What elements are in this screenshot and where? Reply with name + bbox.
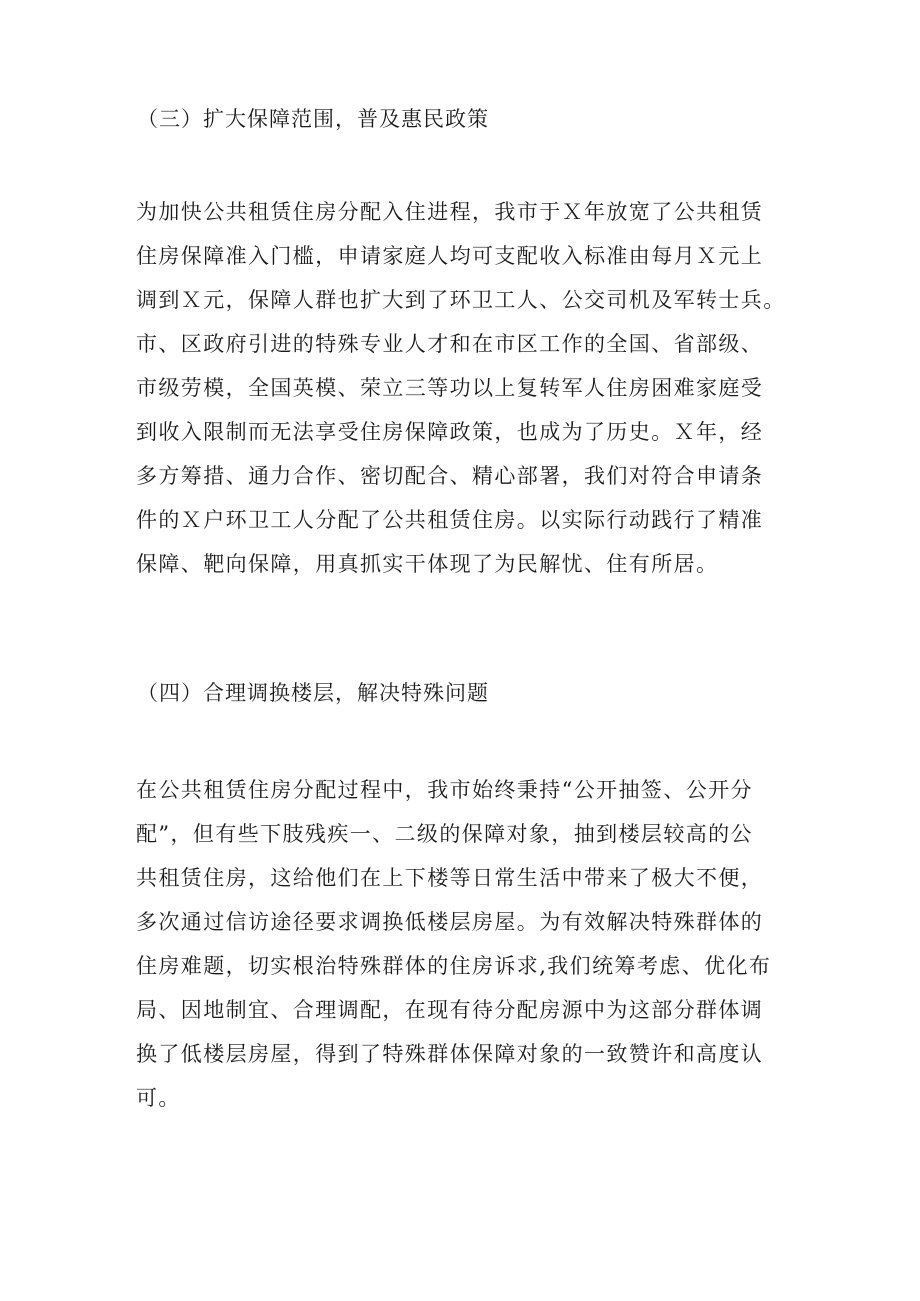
paragraph-line: 配”，但有些下肢残疾一、二级的保障对象，抽到楼层较高的公 xyxy=(136,822,753,846)
paragraph-line: 共租赁住房，这给他们在上下楼等日常生活中带来了极大不便， xyxy=(136,866,764,890)
paragraph-line: 保障、靶向保障，用真抓实干体现了为民解忧、住有所居。 xyxy=(136,552,719,576)
paragraph-line: 市级劳模，全国英模、荣立三等功以上复转军人住房困难家庭受 xyxy=(136,376,764,400)
paragraph-line: 为加快公共租赁住房分配入住进程，我市于Ｘ年放宽了公共租赁 xyxy=(136,200,764,224)
section-paragraph-4 xyxy=(136,768,836,1120)
section-heading-4: （四）合理调换楼层，解决特殊问题 xyxy=(137,681,489,705)
paragraph-line: 在公共租赁住房分配过程中，我市始终秉持“公开抽签、公开分 xyxy=(136,778,753,802)
paragraph-line: 调到Ｘ元，保障人群也扩大到了环卫工人、公交司机及军转士兵。 xyxy=(136,288,786,312)
paragraph-line: 件的Ｘ户环卫工人分配了公共租赁住房。以实际行动践行了精准 xyxy=(136,508,764,532)
paragraph-line: 换了低楼层房屋，得到了特殊群体保障对象的一致赞许和高度认 xyxy=(136,1042,764,1066)
paragraph-line: 市、区政府引进的特殊专业人才和在市区工作的全国、省部级、 xyxy=(136,332,764,356)
section-heading-3: （三）扩大保障范围，普及惠民政策 xyxy=(137,107,489,131)
section-paragraph-3 xyxy=(136,190,836,586)
paragraph-line: 住房难题，切实根治特殊群体的住房诉求,我们统筹考虑、优化布 xyxy=(136,954,772,978)
paragraph-line: 多方筹措、通力合作、密切配合、精心部署，我们对符合申请条 xyxy=(136,464,764,488)
paragraph-line: 到收入限制而无法享受住房保障政策，也成为了历史。Ｘ年，经 xyxy=(136,420,764,444)
paragraph-line: 可。 xyxy=(136,1086,181,1110)
paragraph-line: 多次通过信访途径要求调换低楼层房屋。为有效解决特殊群体的 xyxy=(136,910,764,934)
paragraph-line: 住房保障准入门槛，申请家庭人均可支配收入标准由每月Ｘ元上 xyxy=(136,244,764,268)
paragraph-line: 局、因地制宜、合理调配，在现有待分配房源中为这部分群体调 xyxy=(136,998,764,1022)
